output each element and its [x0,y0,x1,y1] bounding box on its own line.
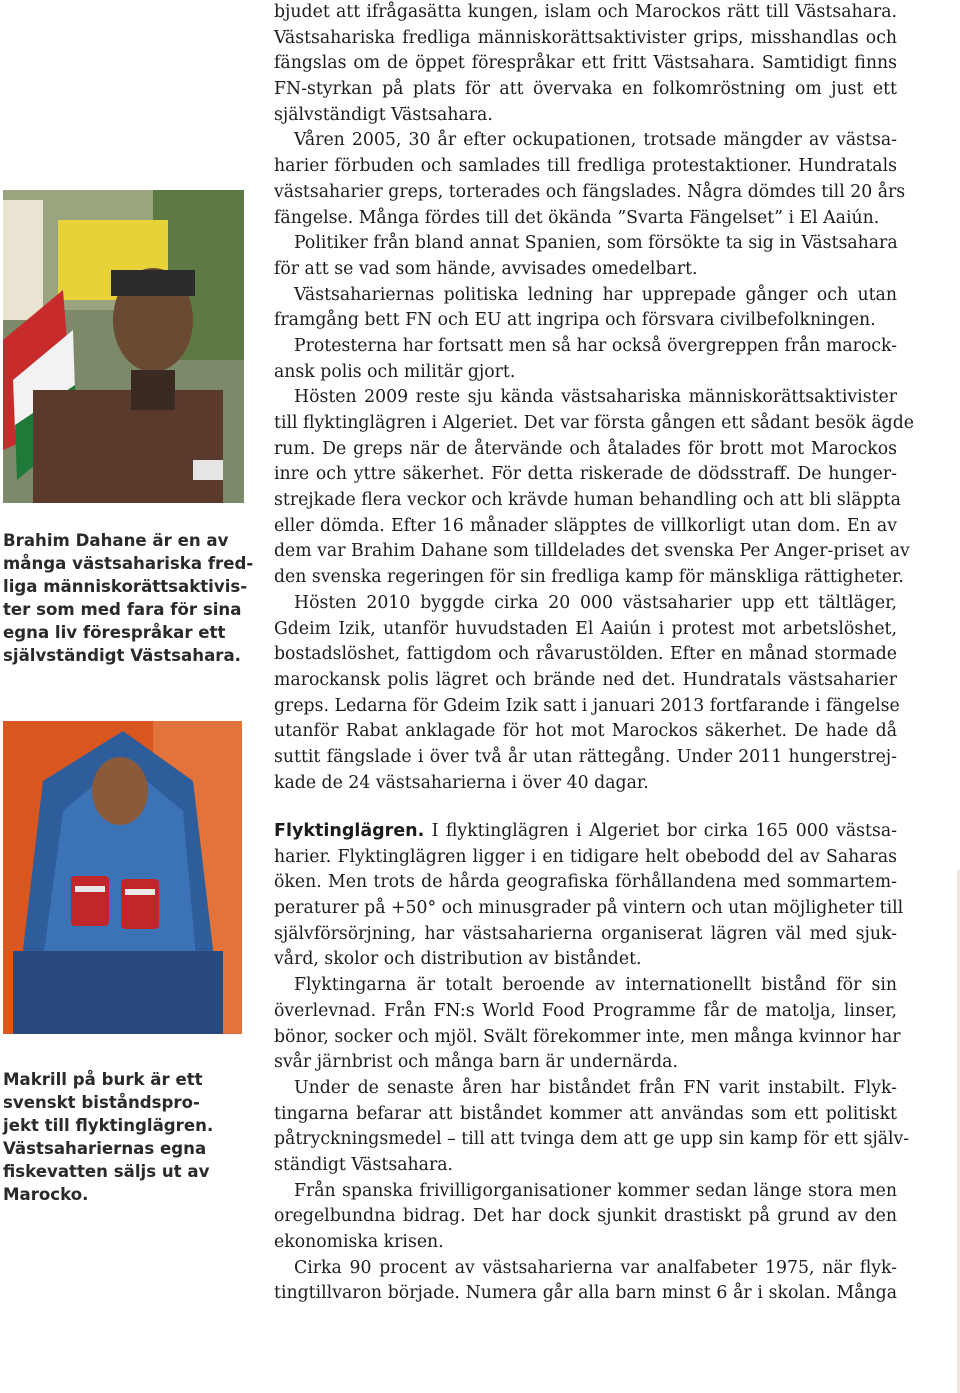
text-line: rum. De greps när de återvände och åtalades för brott mot Marockos [274,438,897,459]
text-line: självständigt Västsahara. [274,104,493,125]
text-line: harier. Flyktinglägren ligger i en tidigare helt obebodd del av Saharas [274,846,897,867]
text-line: fängelse. Många fördes till det ökända ”Svarta Fängelset” i El Aaiún. [274,207,880,228]
caption-line: ter som med fara för sina [3,600,242,619]
caption-line: liga människorättsaktivis- [3,577,248,596]
text-line: västsaharier greps, torterades och fängslades. Några dömdes till 20 års [274,181,906,202]
text-line: självförsörjning, har västsaharierna organiserat lägren väl med sjuk- [274,923,897,944]
text-line: bjudet att ifrågasätta kungen, islam och Marockos rätt till Västsahara. [274,2,897,22]
text-line: Protesterna har fortsatt men så har också övergreppen från marock- [294,335,897,356]
text-run: I flyktinglägren i Algeriet bor cirka 165 000 västsa- [424,821,897,841]
text-line: till flyktinglägren i Algeriet. Det var första gången ett sådant besök ägde [274,413,915,433]
text-line: den svenska regeringen för sin fredliga kamp för mänskliga rättigheter. [274,567,904,588]
text-line: överlevnad. Från FN:s World Food Programme får de matolja, linser, [274,1000,897,1021]
photo-demonstrator-icon [3,190,244,503]
text-line: fängslas om de öppet förespråkar ett fritt Västsahara. Samtidigt finns [274,53,897,74]
caption-cans [3,1068,243,1206]
text-line: greps. Ledarna för Gdeim Izik satt i januari 2013 fortfarande i fängelse [274,695,900,716]
text-line: utanför Rabat anklagade för hot mot Marockos säkerhet. De hade då [274,721,897,742]
text-line [274,819,897,845]
text-line: peraturer på +50° och minusgrader på vintern och utan möjligheter till [274,898,904,919]
text-line: Gdeim Izik, utanför huvudstaden El Aaiún i protest mot arbetslöshet, [274,618,897,639]
photo-woman-with-cans [3,721,242,1034]
text-line: Flyktingarna är totalt beroende av internationellt bistånd för sin [294,975,897,996]
text-line: harier förbuden och samlades till fredliga protestaktioner. Hundratals [274,156,897,177]
text-line: vård, skolor och distribution av biståndet. [274,949,642,970]
text-line: framgång bett FN och EU att ingripa och försvara civilbefolkningen. [274,310,876,331]
text-line: för att se vad som hände, avvisades omedelbart. [274,258,698,279]
text-line: FN-styrkan på plats för att övervaka en folkomröstning om just ett [274,79,897,100]
section-heading: Flyktinglägren. [274,821,425,841]
photo-woman-with-cans-icon [3,721,242,1034]
text-line: eller dömda. Efter 16 månader släpptes de villkorligt utan dom. En av [274,515,897,536]
caption-demonstrator [3,529,254,667]
caption-line: Brahim Dahane är en av [3,531,229,550]
text-line: tingtillvaron började. Numera går alla barn minst 6 år i skolan. Många [274,1283,897,1304]
text-line: marockansk polis lägret och brände ned det. Hundratals västsaharier [274,669,897,690]
article-top [274,0,915,796]
text-line: oregelbundna bidrag. Det har dock sjunkit drastiskt på grund av den [274,1206,897,1227]
text-line: ansk polis och militär gjort. [274,361,516,382]
text-line: Hösten 2010 byggde cirka 20 000 västsaharier upp ett tältläger, [294,592,897,613]
text-line: svår järnbrist och många barn är undernärda. [274,1052,678,1073]
text-line: öken. Men trots de hårda geografiska förhållandena med sommartem- [274,872,897,893]
text-line: bostadslöshet, fattigdom och råvarustölden. Efter en månad stormade [274,644,897,665]
caption-line: fiskevatten säljs ut av [3,1162,210,1181]
photo-demonstrator [3,190,244,503]
text-line: kade de 24 västsaharierna i över 40 dagar. [274,772,649,793]
caption-line: svenskt biståndspro- [3,1093,200,1112]
text-line: Från spanska frivilligorganisationer kommer sedan länge stora men [294,1180,897,1201]
text-line: ekonomiska krisen. [274,1232,444,1252]
text-line: Politiker från bland annat Spanien, som försökte ta sig in Västsahara [294,233,898,254]
text-line: påtryckningsmedel – till att tvinga dem att ge upp sin kamp för ett själv- [274,1129,910,1150]
text-line: strejkade flera veckor och krävde human behandling och att bli släppta [274,490,901,511]
text-line: bönor, socker och mjöl. Svält förekommer inte, men många kvinnor har [274,1026,901,1047]
text-line: Västsahariernas politiska ledning har upprepade gånger och utan [294,284,897,305]
caption-line: Marocko. [3,1185,89,1204]
text-line: ständigt Västsahara. [274,1154,454,1175]
text-line: Västsahariska fredliga människorättsaktivister grips, misshandlas och [274,27,897,48]
text-line: Cirka 90 procent av västsaharierna var analfabeter 1975, när flyk- [294,1257,897,1278]
text-line: tingarna befarar att biståndet kommer att användas som ett politiskt [274,1103,897,1124]
caption-line: Makrill på burk är ett [3,1070,203,1089]
caption-line: jekt till flyktinglägren. [3,1116,214,1135]
text-line: Under de senaste åren har biståndet från FN varit instabilt. Flyk- [294,1077,897,1098]
caption-line: egna liv förespråkar ett [3,623,226,642]
text-line: suttit fängslade i över två år utan rättegång. Under 2011 hungerstrej- [274,746,897,767]
text-line: Våren 2005, 30 år efter ockupationen, trotsade mängder av västsa- [294,130,897,151]
text-line: dem var Brahim Dahane som tilldelades det svenska Per Anger-priset av [274,541,910,562]
caption-line: självständigt Västsahara. [3,646,241,665]
text-line: Hösten 2009 reste sju kända västsahariska människorättsaktivister [294,387,897,408]
caption-line: Västsahariernas egna [3,1139,207,1158]
article-bottom [274,819,910,1307]
text-line: inre och yttre säkerhet. För detta riskerade de dödsstraff. De hunger- [274,464,897,485]
caption-line: många västsahariska fred- [3,554,254,573]
